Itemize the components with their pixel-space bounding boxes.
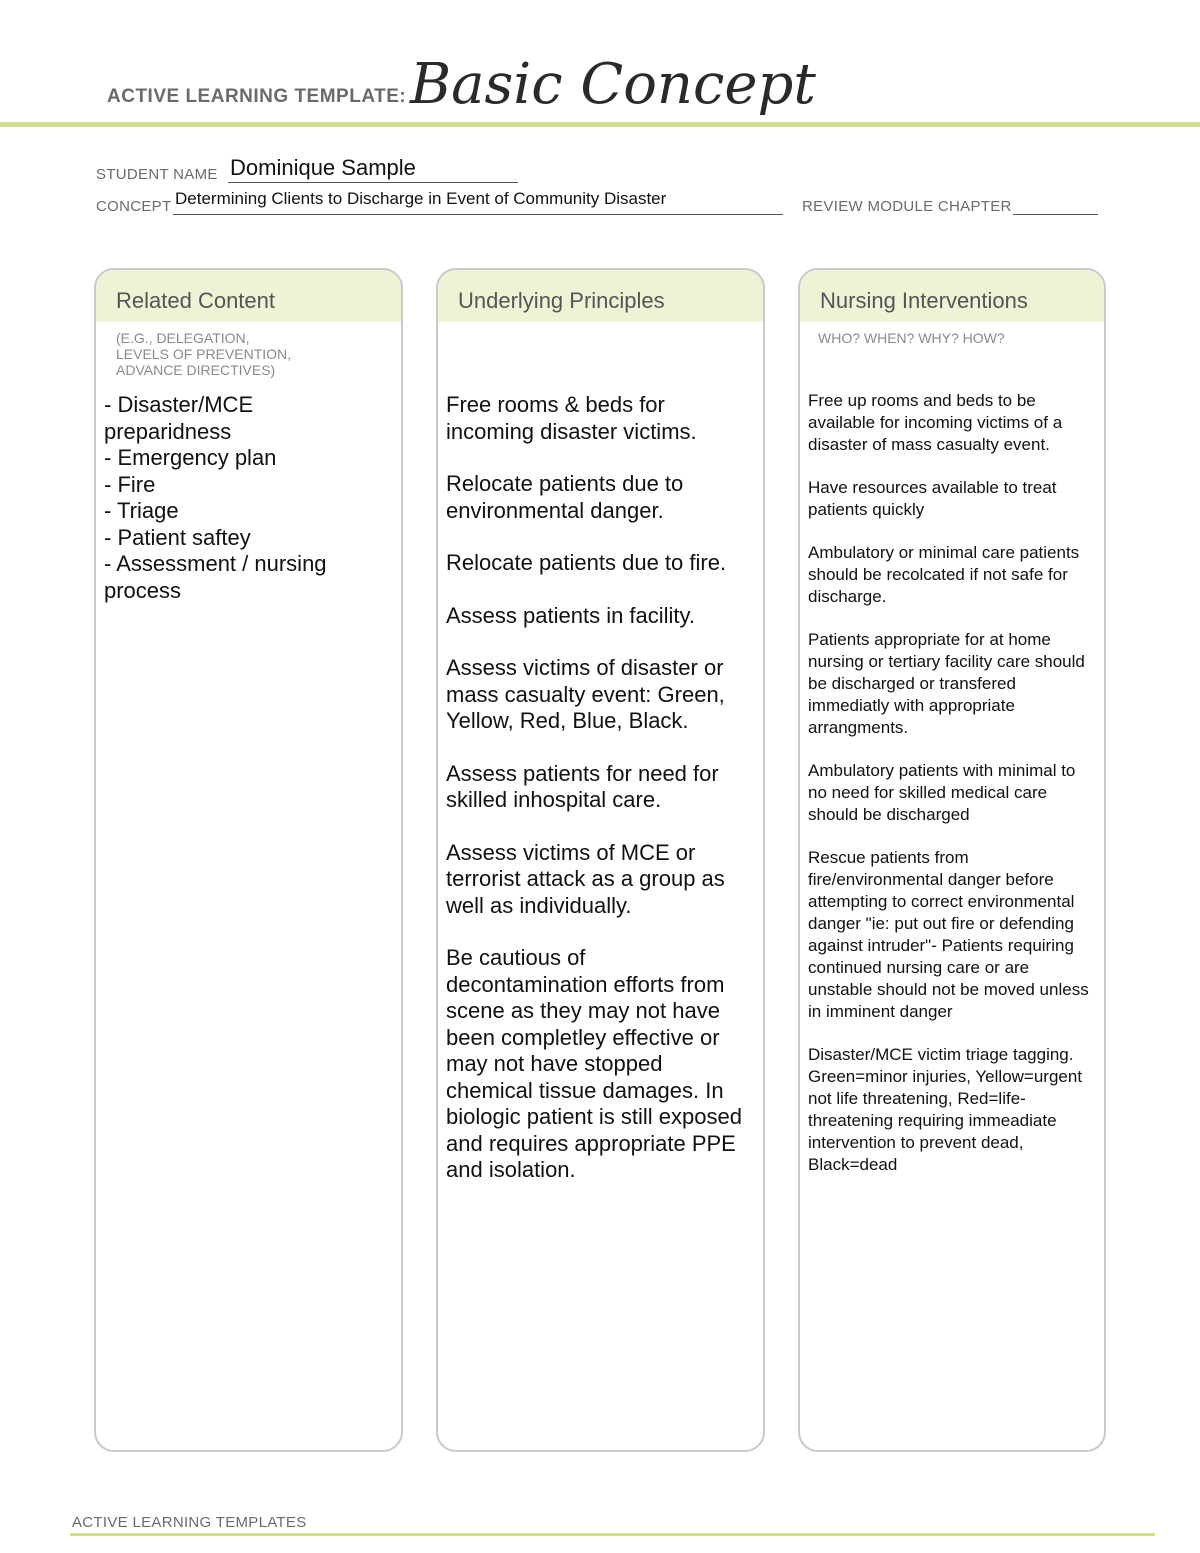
list-item: Ambulatory or minimal care patients should be recolcated if not safe for discharge. — [808, 543, 1080, 606]
list-item: - Fire — [104, 471, 156, 497]
student-name-label: STUDENT NAME — [96, 166, 218, 183]
concept-field[interactable]: Determining Clients to Discharge in Event of Community Disaster — [175, 189, 667, 208]
nursing-interventions-card — [798, 268, 1106, 1452]
list-item: Assess patients in facility. — [446, 602, 696, 628]
list-item: Assess victims of disaster or mass casualty event: Green, Yellow, Red, Blue, Black. — [446, 655, 725, 733]
underlying-principles-list[interactable] — [446, 392, 751, 1210]
related-content-card — [94, 268, 403, 1452]
list-item: Free up rooms and beds to be available for incoming victims of a disaster of mass casualty event. — [808, 391, 1063, 454]
list-item: Have resources available to treat patients quickly — [808, 478, 1057, 519]
concept-label: CONCEPT — [96, 198, 172, 215]
student-name-field[interactable]: Dominique Sample — [230, 155, 416, 180]
list-item: Free rooms & beds for incoming disaster victims. — [446, 392, 697, 444]
list-item: Assess patients for need for skilled inhospital care. — [446, 760, 719, 812]
list-item: Ambulatory patients with minimal to no need for skilled medical care should be discharged — [808, 761, 1076, 824]
related-content-list[interactable] — [104, 392, 364, 604]
underlying-principles-title: Underlying Principles — [438, 270, 763, 322]
nursing-interventions-list[interactable] — [808, 390, 1098, 1197]
footer-divider — [70, 1533, 1155, 1536]
list-item: Assess victims of MCE or terrorist attack as a group as well as individually. — [446, 839, 725, 918]
list-item: - Triage — [104, 498, 179, 523]
list-item: Patients appropriate for at home nursing or tertiary facility care should be discharged or transfered immediatly with appropriate arrangments. — [808, 630, 1085, 737]
related-content-hint-line: (E.G., DELEGATION, — [116, 330, 250, 346]
list-item: Relocate patients due to fire. — [446, 550, 727, 575]
review-module-underline — [1013, 214, 1098, 215]
list-item: Relocate patients due to environmental danger. — [446, 471, 684, 523]
list-item: Disaster/MCE victim triage tagging. Green=minor injuries, Yellow=urgent not life threatening, Red=life-threatening requiring immeadiate intervention to prevent dead, Black=dead — [808, 1045, 1083, 1174]
nursing-interventions-hint: WHO? WHEN? WHY? HOW? — [818, 330, 1005, 346]
review-module-label: REVIEW MODULE CHAPTER — [802, 198, 1012, 215]
list-item: - Assessment / nursing process — [104, 551, 327, 603]
related-content-hint-line: LEVELS OF PREVENTION, — [116, 346, 292, 362]
nursing-interventions-title: Nursing Interventions — [800, 270, 1104, 322]
template-label: ACTIVE LEARNING TEMPLATE: — [107, 86, 407, 107]
student-name-underline — [228, 182, 518, 183]
related-content-hint — [116, 330, 291, 378]
underlying-principles-card — [436, 268, 765, 1452]
list-item: - Emergency plan — [104, 445, 277, 470]
list-item: - Disaster/MCE preparidness — [104, 392, 254, 444]
footer-label: ACTIVE LEARNING TEMPLATES — [72, 1514, 307, 1531]
related-content-hint-line: ADVANCE DIRECTIVES) — [116, 362, 276, 378]
list-item: - Patient saftey — [104, 524, 251, 550]
list-item: Rescue patients from fire/environmental danger before attempting to correct environmental danger "ie: put out fire or defending against intruder"- Patients requiring continued nursing care or are unstable should not be moved unless in imminent danger — [808, 848, 1089, 1021]
page-title: Basic Concept — [410, 52, 816, 117]
list-item: Be cautious of decontamination efforts from scene as they may not have been completley effective or may not have stopped chemical tissue damages. In biologic patient is still exposed and requires appropriate PPE and isolation. — [446, 945, 742, 1182]
header-divider — [0, 122, 1200, 127]
concept-underline — [173, 214, 783, 215]
related-content-title: Related Content — [96, 270, 401, 322]
